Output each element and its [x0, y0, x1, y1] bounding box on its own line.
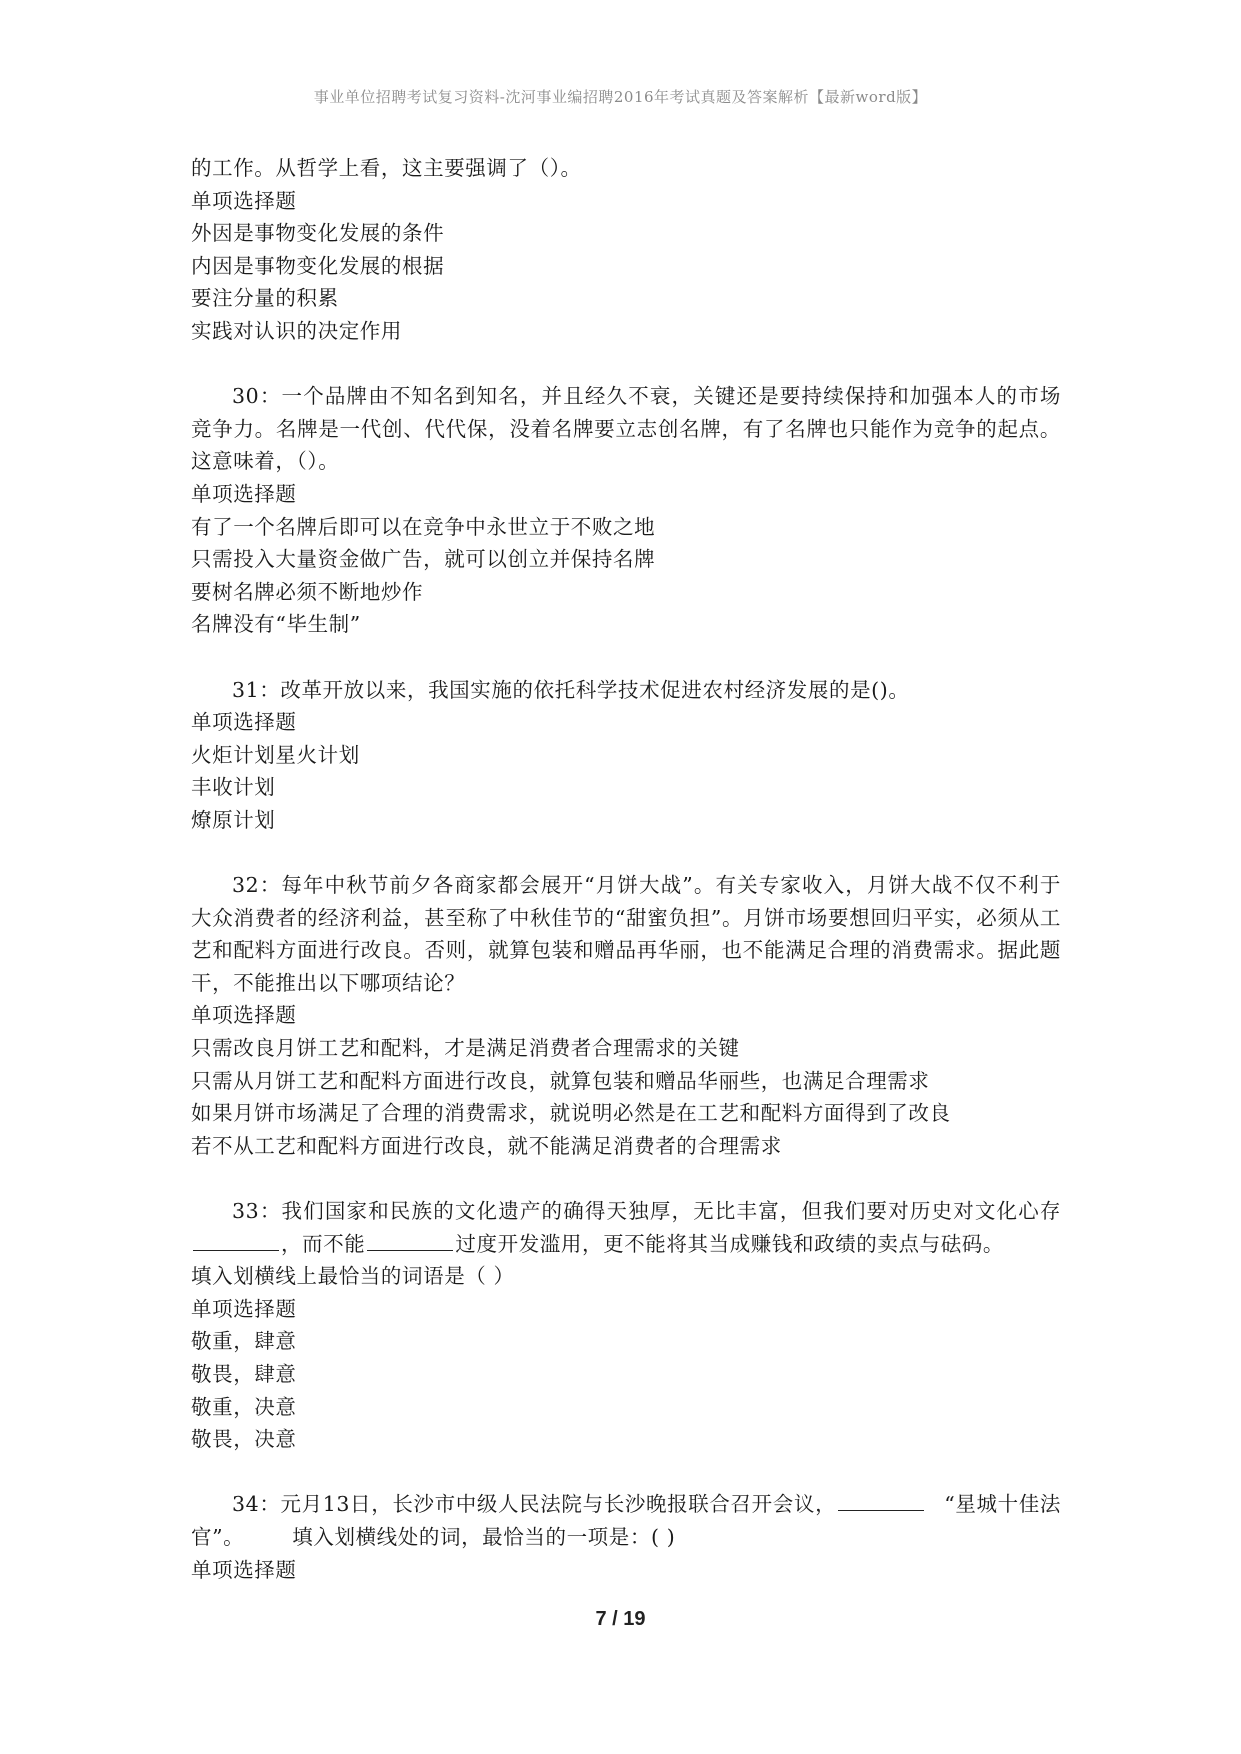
option: 要树名牌必须不断地炒作	[191, 579, 424, 604]
question-stem: 32：每年中秋节前夕各商家都会展开“月饼大战”。有关专家收入，月饼大战不仅不利于大众消费者的经济利益，甚至称了中秋佳节的“甜蜜负担”。月饼市场要想回归平实，必须从工艺和配料方面进行改良。否则，就算包装和赠品再华丽，也不能满足合理的消费需求。据此题干，不能推出以下哪项结论？	[191, 873, 1061, 995]
option: 敬畏，肆意	[191, 1361, 297, 1386]
option: 如果月饼市场满足了合理的消费需求，就说明必然是在工艺和配料方面得到了改良	[191, 1101, 951, 1126]
option: 燎原计划	[191, 807, 276, 832]
option: 名牌没有“毕生制”	[191, 612, 361, 637]
stem-text: 填入划横线处的词，最恰当的一项是：( )	[292, 1524, 676, 1549]
option: 敬畏，决意	[191, 1427, 297, 1452]
option: 实践对认识的决定作用	[191, 318, 402, 343]
fill-blank	[367, 1230, 453, 1251]
question-instruction: 填入划横线上最恰当的词语是（ ）	[191, 1264, 515, 1289]
option: 内因是事物变化发展的根据	[191, 253, 445, 278]
question-type: 单项选择题	[191, 1557, 297, 1582]
question-stem	[191, 1488, 1061, 1553]
fill-blank	[838, 1490, 924, 1511]
stem-text: 34：元月13日，长沙市中级人民法院与长沙晚报联合召开会议，	[232, 1492, 837, 1517]
question-33	[191, 1195, 1061, 1456]
option: 敬重，决意	[191, 1394, 297, 1419]
option: 要注分量的积累	[191, 286, 339, 311]
question-type: 单项选择题	[191, 1003, 297, 1028]
question-32	[191, 869, 1061, 1162]
option: 火炬计划星火计划	[191, 742, 360, 767]
option: 丰收计划	[191, 775, 276, 800]
question-30	[191, 380, 1061, 641]
question-type: 单项选择题	[191, 1296, 297, 1321]
document-header: 事业单位招聘考试复习资料-沈河事业编招聘2016年考试真题及答案解析【最新word版】	[313, 88, 928, 106]
stem-text: 33：我们国家和民族的文化遗产的确得天独厚，无比丰富，但我们要对历史对文化心存	[232, 1199, 1061, 1223]
page-content	[191, 152, 1061, 1586]
stem-text: ，而不能	[281, 1231, 366, 1256]
question-29-continued	[191, 152, 1061, 348]
question-type: 单项选择题	[191, 710, 297, 735]
option: 敬重，肆意	[191, 1329, 297, 1354]
question-stem-tail: 的工作。从哲学上看，这主要强调了（）。	[191, 156, 582, 180]
question-type: 单项选择题	[191, 188, 297, 213]
page-number: 7 / 19	[595, 1608, 646, 1630]
question-stem: 31：改革开放以来，我国实施的依托科学技术促进农村经济发展的是()。	[232, 677, 910, 702]
option: 外因是事物变化发展的条件	[191, 221, 445, 246]
option: 只需从月饼工艺和配料方面进行改良，就算包装和赠品华丽些，也满足合理需求	[191, 1068, 930, 1093]
option: 只需投入大量资金做广告，就可以创立并保持名牌	[191, 547, 656, 572]
option: 若不从工艺和配料方面进行改良，就不能满足消费者的合理需求	[191, 1133, 782, 1158]
question-stem	[191, 1195, 1061, 1260]
question-type: 单项选择题	[191, 481, 297, 506]
fill-blank	[193, 1230, 279, 1251]
question-34	[191, 1488, 1061, 1586]
option: 只需改良月饼工艺和配料，才是满足消费者合理需求的关键	[191, 1036, 740, 1061]
stem-text: “星城十佳法官”。	[191, 1492, 1061, 1549]
question-31	[191, 674, 1061, 837]
question-stem: 30：一个品牌由不知名到知名，并且经久不衰，关键还是要持续保持和加强本人的市场竞争力。名牌是一代创、代代保，没着名牌要立志创名牌，有了名牌也只能作为竞争的起点。这意味着，（）。	[191, 384, 1061, 474]
option: 有了一个名牌后即可以在竞争中永世立于不败之地	[191, 514, 656, 539]
stem-text: 过度开发滥用，更不能将其当成赚钱和政绩的卖点与砝码。	[455, 1231, 1005, 1256]
